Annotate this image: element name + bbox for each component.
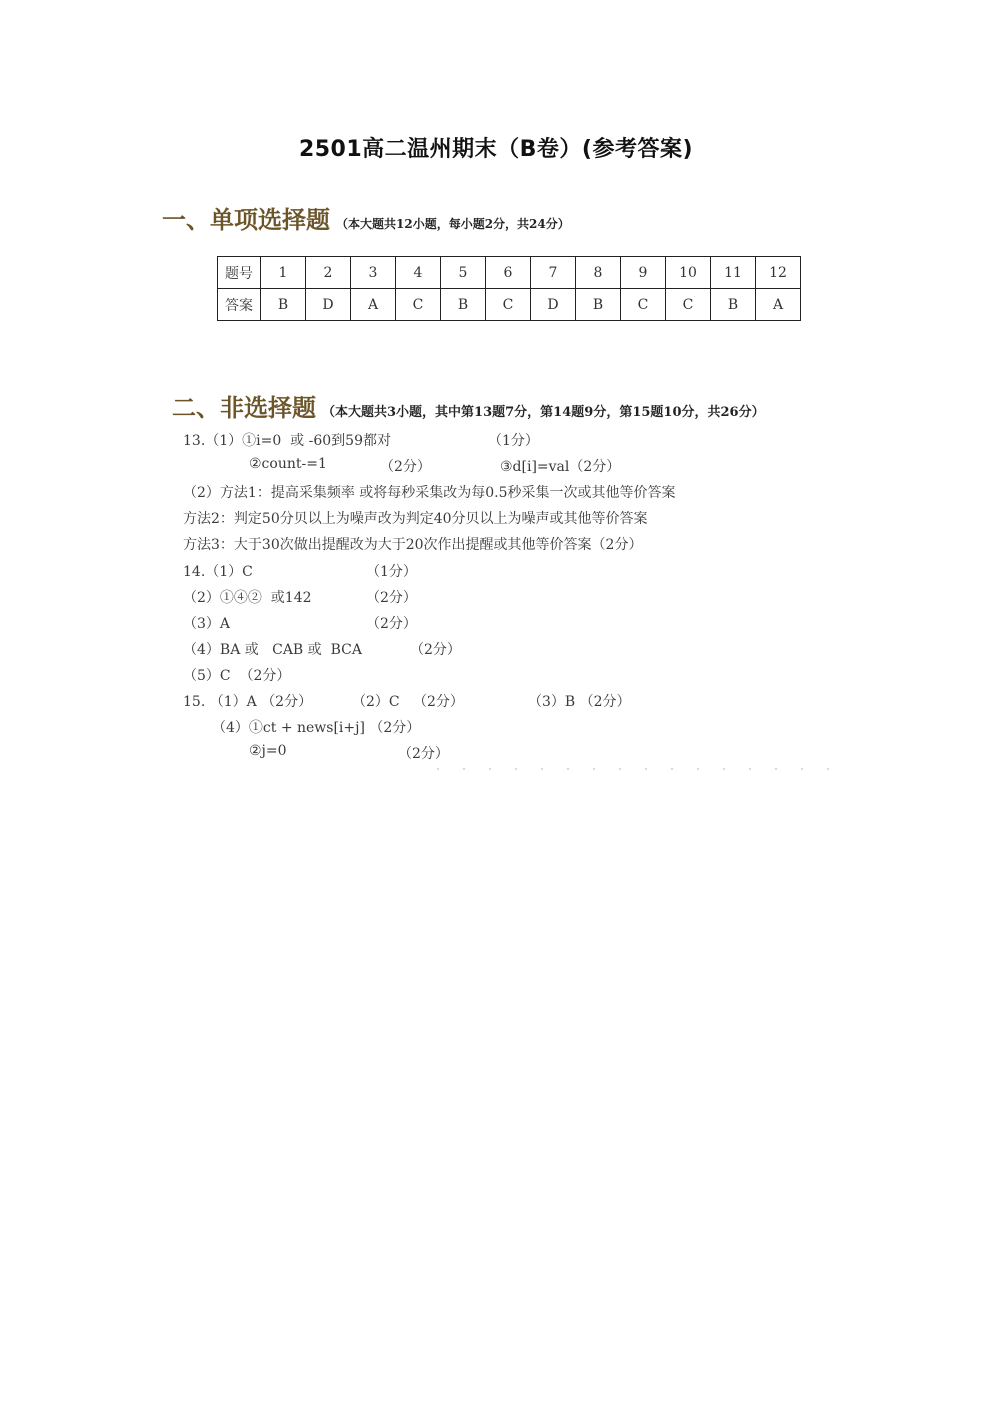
answer-row	[218, 289, 801, 321]
question-number: 1	[261, 257, 306, 289]
question-number: 6	[486, 257, 531, 289]
q13-part1-line1: 13.（1）①i=0 或 -60到59都对	[183, 433, 391, 449]
question-number: 10	[666, 257, 711, 289]
question-number: 2	[306, 257, 351, 289]
q14-part1: 14.（1）C	[183, 564, 253, 580]
answer-cell: C	[486, 289, 531, 321]
q13-part1-line2: ②count-=1	[249, 456, 327, 472]
q13-method2: 方法2：判定50分贝以上为噪声改为判定40分贝以上为噪声或其他等价答案	[183, 511, 648, 527]
q14-part3: （3）A	[183, 616, 231, 632]
q15-part4-line1: （4）①ct + news[i+j] （2分）	[212, 720, 421, 736]
page-title: 2501高二温州期末（B卷）(参考答案)	[298, 137, 694, 162]
question-number: 7	[531, 257, 576, 289]
q15-part4-line2: ②j=0	[249, 743, 287, 759]
answer-cell: B	[441, 289, 486, 321]
answer-cell: C	[621, 289, 666, 321]
q13-part1-line2-score: （2分）	[380, 459, 431, 475]
answer-cell: B	[576, 289, 621, 321]
answer-cell: A	[351, 289, 396, 321]
question-number: 4	[396, 257, 441, 289]
q15-part1: 15. （1）A （2分）	[183, 694, 313, 710]
dotted-separator	[425, 768, 845, 770]
q14-part4: （4）BA 或 CAB 或 BCA	[183, 642, 362, 658]
q15-part3: （3）B （2分）	[528, 694, 631, 710]
question-number: 3	[351, 257, 396, 289]
section-2-heading: 二、非选择题	[172, 393, 316, 422]
q13-part1-line3: ③d[i]=val（2分）	[500, 459, 621, 475]
question-number: 9	[621, 257, 666, 289]
section-1-heading: 一、单项选择题	[162, 205, 330, 234]
answer-cell: D	[306, 289, 351, 321]
answer-table	[217, 256, 801, 321]
q14-part2-score: （2分）	[366, 590, 417, 606]
answer-cell: C	[666, 289, 711, 321]
row-label-answer: 答案	[218, 289, 261, 321]
question-number-row	[218, 257, 801, 289]
q13-part2: （2）方法1：提高采集频率 或将每秒采集改为每0.5秒采集一次或其他等价答案	[183, 485, 676, 501]
q14-part5: （5）C （2分）	[183, 668, 291, 684]
question-number: 5	[441, 257, 486, 289]
answer-cell: A	[756, 289, 801, 321]
q14-part2: （2）①④② 或142	[183, 590, 312, 606]
q13-method3: 方法3：大于30次做出提醒改为大于20次作出提醒或其他等价答案（2分）	[183, 537, 643, 553]
q14-part4-score: （2分）	[410, 642, 461, 658]
answer-cell: D	[531, 289, 576, 321]
question-number: 11	[711, 257, 756, 289]
row-label-question: 题号	[218, 257, 261, 289]
section-2-header	[172, 388, 765, 423]
section-1-header	[162, 200, 570, 235]
q14-part1-score: （1分）	[366, 564, 417, 580]
q15-part4-line2-score: （2分）	[398, 746, 449, 762]
section-1-note: （本大题共12小题，每小题2分，共24分）	[336, 217, 570, 231]
section-2-note: （本大题共3小题，其中第13题7分，第14题9分，第15题10分，共26分）	[322, 405, 765, 420]
question-number: 12	[756, 257, 801, 289]
q14-part3-score: （2分）	[366, 616, 417, 632]
answer-cell: C	[396, 289, 441, 321]
answer-cell: B	[711, 289, 756, 321]
q13-part1-line1-score: （1分）	[488, 433, 539, 449]
answer-cell: B	[261, 289, 306, 321]
q15-part2: （2）C （2分）	[352, 694, 464, 710]
question-number: 8	[576, 257, 621, 289]
